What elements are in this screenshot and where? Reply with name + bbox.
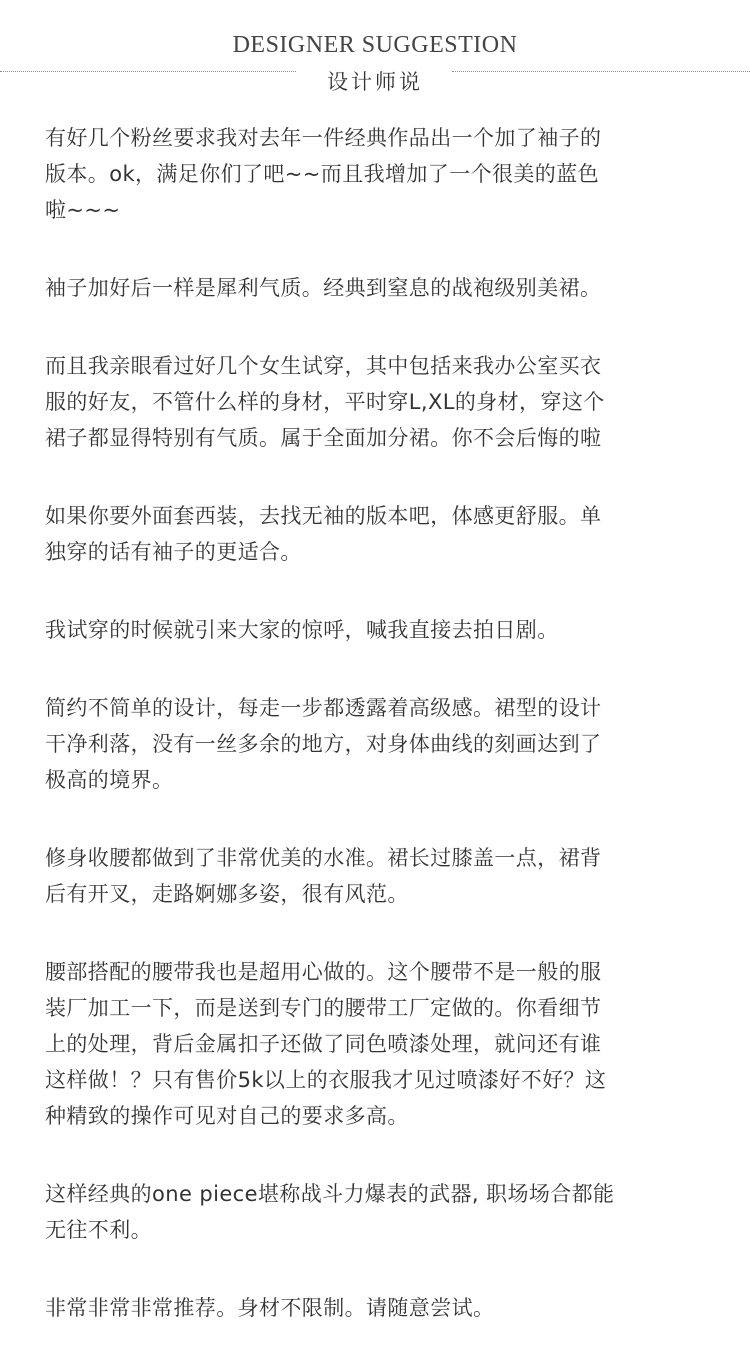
paragraph-line: 干净利落，没有一丝多余的地方，对身体曲线的刻画达到了 [45,732,602,756]
paragraph-line: 种精致的操作可见对自己的要求多高。 [45,1104,409,1128]
paragraph-line: 版本。ok，满足你们了吧~~而且我增加了一个很美的蓝色 [45,162,599,186]
header-subtitle: 设计师说 [327,70,423,94]
paragraph-line: 如果你要外面套西装，去找无袖的版本吧，体感更舒服。单 [45,504,602,528]
paragraph-line: 啦~~~ [45,198,121,222]
paragraph-line: 有好几个粉丝要求我对去年一件经典作品出一个加了袖子的 [45,126,602,150]
paragraph [45,498,707,570]
paragraph-line: 服的好友，不管什么样的身材，平时穿L,XL的身材，穿这个 [45,390,605,414]
paragraph-line: 非常非常非常推荐。身材不限制。请随意尝试。 [45,1296,495,1320]
paragraph [45,270,707,306]
paragraph-line: 装厂加工一下，而是送到专门的腰带工厂定做的。你看细节 [45,996,602,1020]
paragraph-line: 极高的境界。 [45,768,174,792]
paragraph [45,120,707,228]
paragraph-line: 后有开叉，走路婀娜多姿，很有风范。 [45,882,409,906]
paragraph [45,348,707,456]
paragraph [45,1290,707,1326]
paragraph [45,840,707,912]
paragraph-line: 腰部搭配的腰带我也是超用心做的。这个腰带不是一般的服 [45,960,602,984]
paragraph [45,690,707,798]
paragraph [45,1176,707,1248]
paragraph-line: 修身收腰都做到了非常优美的水准。裙长过膝盖一点，裙背 [45,846,602,870]
header-title: DESIGNER SUGGESTION [232,32,518,58]
paragraph-line: 简约不简单的设计，每走一步都透露着高级感。裙型的设计 [45,696,602,720]
paragraph-line: 这样经典的one piece堪称战斗力爆表的武器, 职场场合都能 [45,1182,615,1206]
paragraph-line: 裙子都显得特别有气质。属于全面加分裙。你不会后悔的啦 [45,426,602,450]
paragraph-line: 我试穿的时候就引来大家的惊呼，喊我直接去拍日剧。 [45,618,559,642]
paragraph-line: 无往不利。 [45,1218,152,1242]
suggestion-body [45,120,707,1368]
paragraph-line: 而且我亲眼看过好几个女生试穿，其中包括来我办公室买衣 [45,354,602,378]
paragraph [45,954,707,1134]
paragraph-line: 独穿的话有袖子的更适合。 [45,540,302,564]
designer-suggestion-header [0,0,750,100]
paragraph [45,612,707,648]
paragraph-line: 袖子加好后一样是犀利气质。经典到窒息的战袍级别美裙。 [45,276,602,300]
paragraph-line: 上的处理，背后金属扣子还做了同色喷漆处理，就问还有谁 [45,1032,602,1056]
paragraph-line: 这样做！？只有售价5k以上的衣服我才见过喷漆好不好？这 [45,1068,607,1092]
